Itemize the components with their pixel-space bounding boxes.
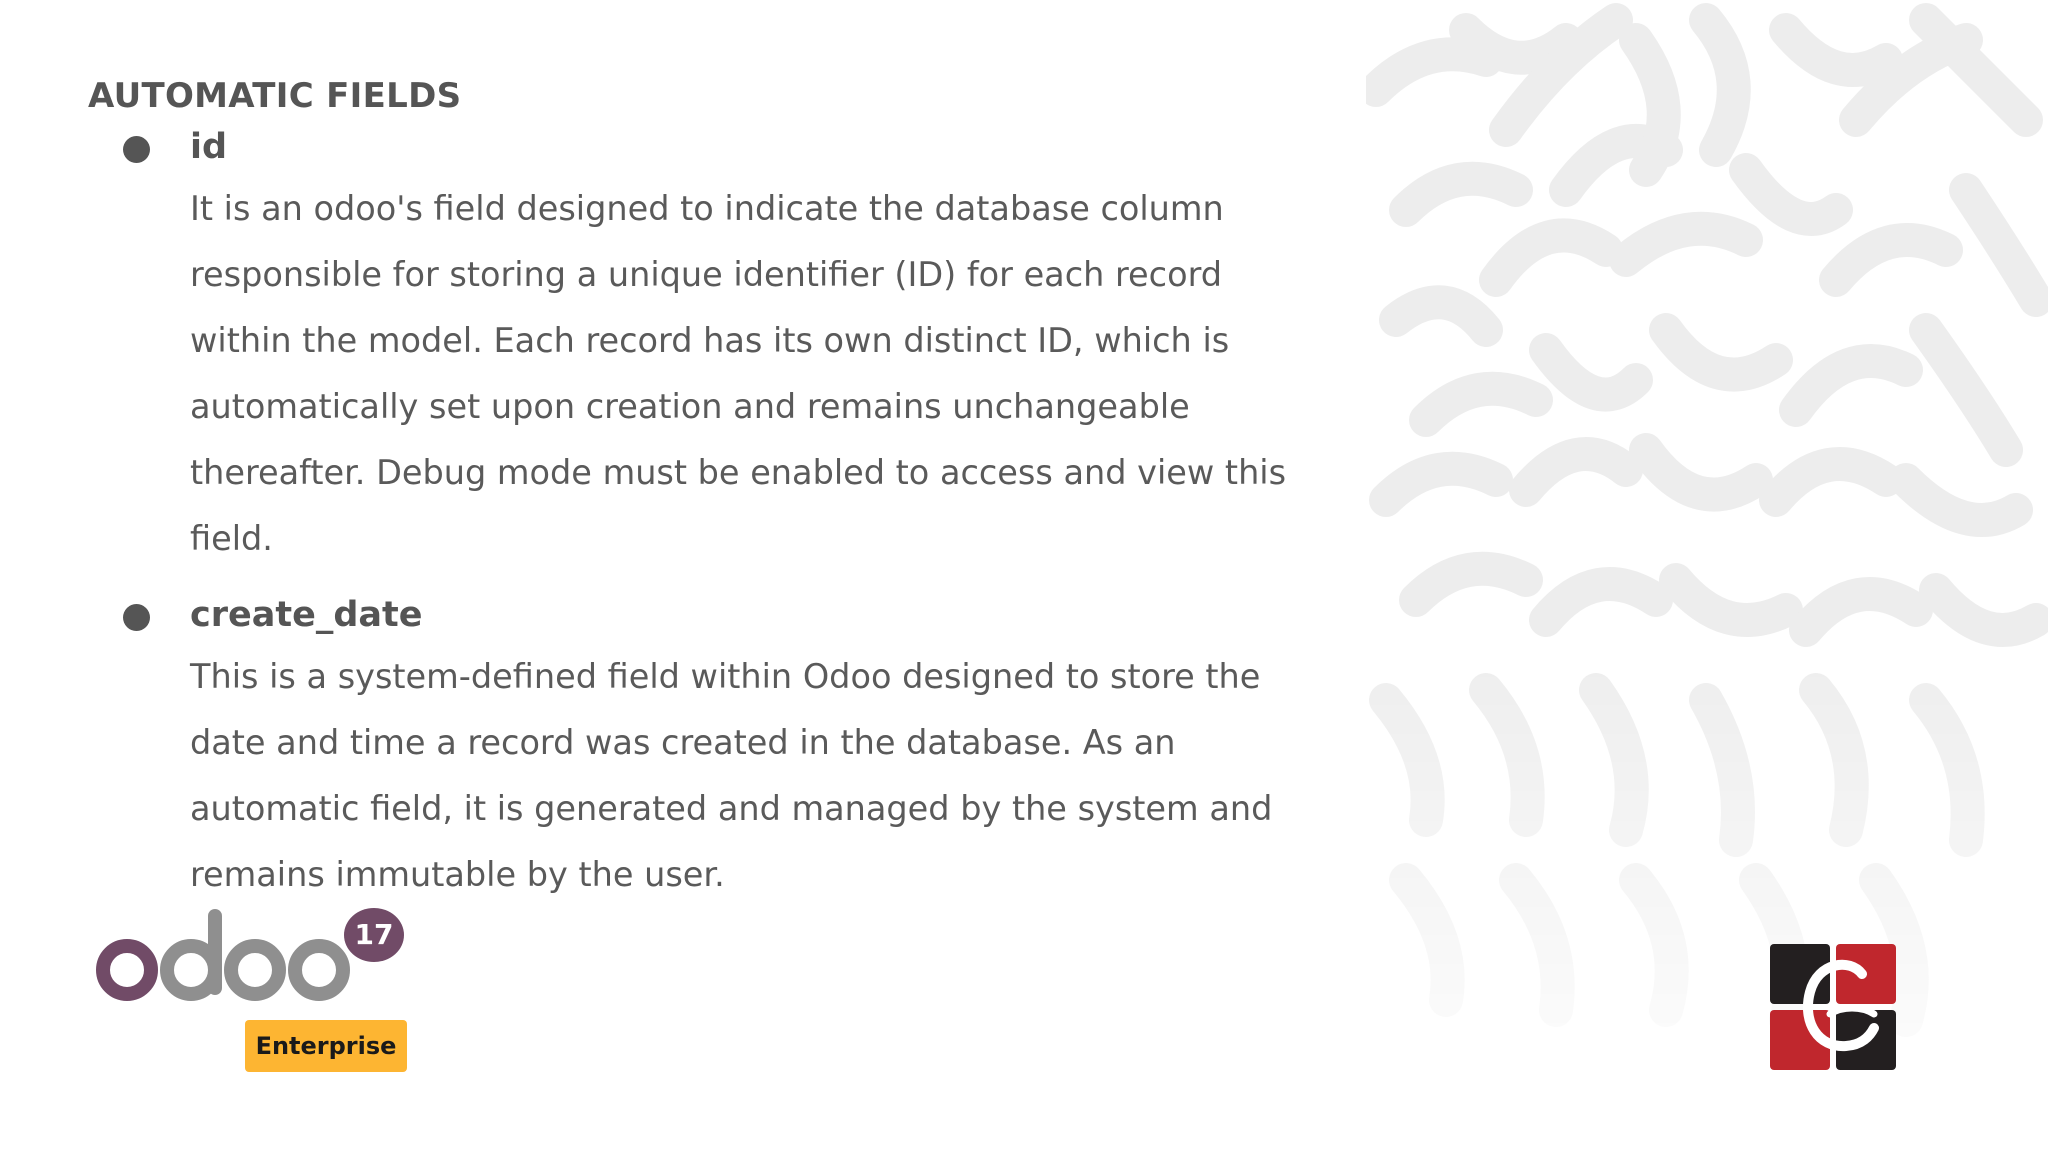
field-description: It is an odoo's field designed to indicate the database column responsible for storing a unique identifier (ID) for each record within the model. Each record has its own distinct ID, which is automatically set upon creation and remains unchangeable thereafter. Debug mode must be enabled to access and view this field. (190, 189, 1287, 558)
odoo-wordmark-icon (96, 908, 356, 1008)
field-description: This is a system-defined field within Odoo designed to store the date and time a record was created in the database. As an automatic field, it is generated and managed by the system and remains immutable by the user. (190, 657, 1273, 894)
bullet-icon (123, 604, 150, 631)
field-name: create_date (190, 595, 423, 635)
bullet-icon (123, 136, 150, 163)
company-logo-icon (1770, 944, 1896, 1070)
list-item (120, 586, 1300, 908)
slide-title: AUTOMATIC FIELDS (88, 76, 462, 116)
list-item (120, 118, 1300, 572)
version-badge: 17 (344, 908, 404, 962)
decorative-pattern (1366, 0, 2048, 1152)
field-name: id (190, 127, 228, 167)
edition-badge: Enterprise (245, 1020, 407, 1072)
field-list (120, 118, 1300, 908)
odoo-logo (96, 908, 416, 1078)
